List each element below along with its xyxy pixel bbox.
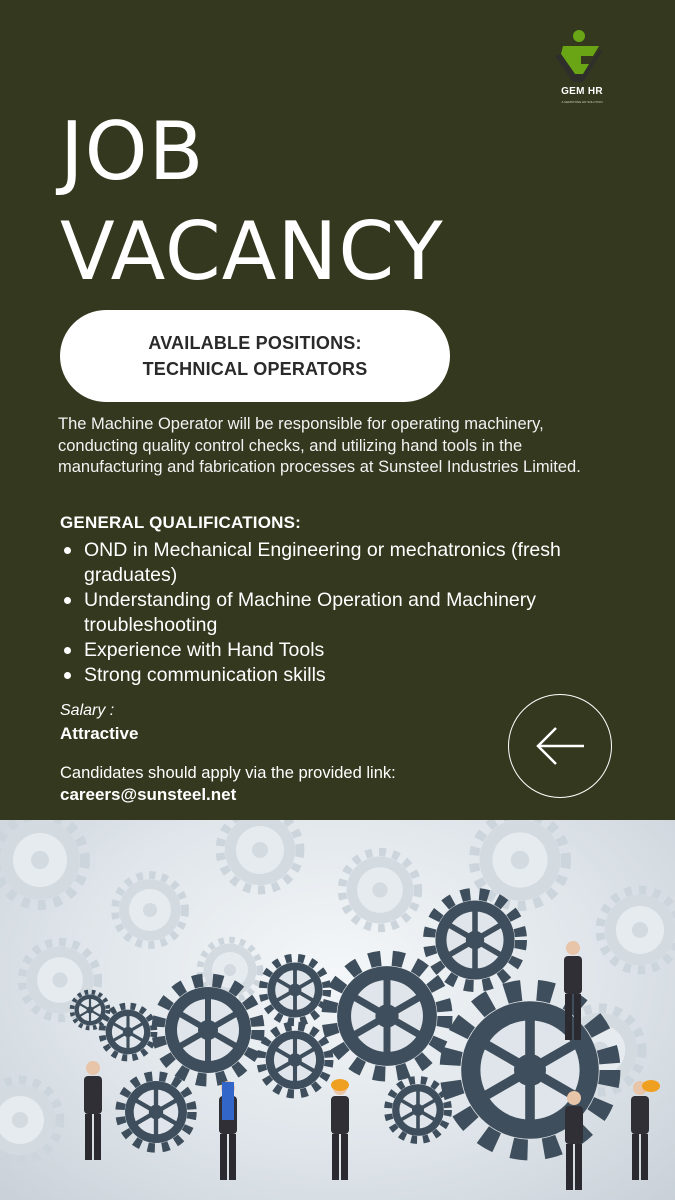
positions-label: AVAILABLE POSITIONS: (148, 333, 362, 353)
logo-tagline: A GEMSTONE HR SOLUTION (561, 100, 603, 104)
headline-line-2: VACANCY (60, 205, 444, 298)
headline-line-1: JOB (60, 105, 205, 198)
apply-link[interactable]: careers@sunsteel.net (60, 785, 237, 804)
logo-text: GEM HR (561, 86, 603, 97)
gem-hr-logo (553, 28, 611, 108)
arrow-left-icon (534, 726, 586, 766)
available-positions-pill (60, 310, 450, 402)
gears-teamwork-photo (0, 820, 675, 1200)
qualifications-title: GENERAL QUALIFICATIONS: (60, 513, 302, 532)
list-item: Strong communication skills (60, 663, 630, 688)
positions-value: TECHNICAL OPERATORS (142, 359, 368, 379)
back-arrow-button[interactable] (508, 694, 612, 798)
qualifications-list (60, 538, 630, 688)
list-item: Understanding of Machine Operation and Machinery troubleshooting (60, 588, 630, 638)
gem-hr-logo-icon (553, 28, 611, 86)
salary-label: Salary : (60, 702, 115, 719)
salary-value: Attractive (60, 724, 139, 743)
job-description: The Machine Operator will be responsible for operating machinery, conducting quality control checks, and utilizing hand tools in the manufacturing and fabrication processes at Sunsteel Industries Limited. (58, 415, 581, 476)
list-item: Experience with Hand Tools (60, 638, 630, 663)
list-item: OND in Mechanical Engineering or mechatronics (fresh graduates) (60, 538, 630, 588)
apply-instructions: Candidates should apply via the provided link: (60, 764, 396, 782)
